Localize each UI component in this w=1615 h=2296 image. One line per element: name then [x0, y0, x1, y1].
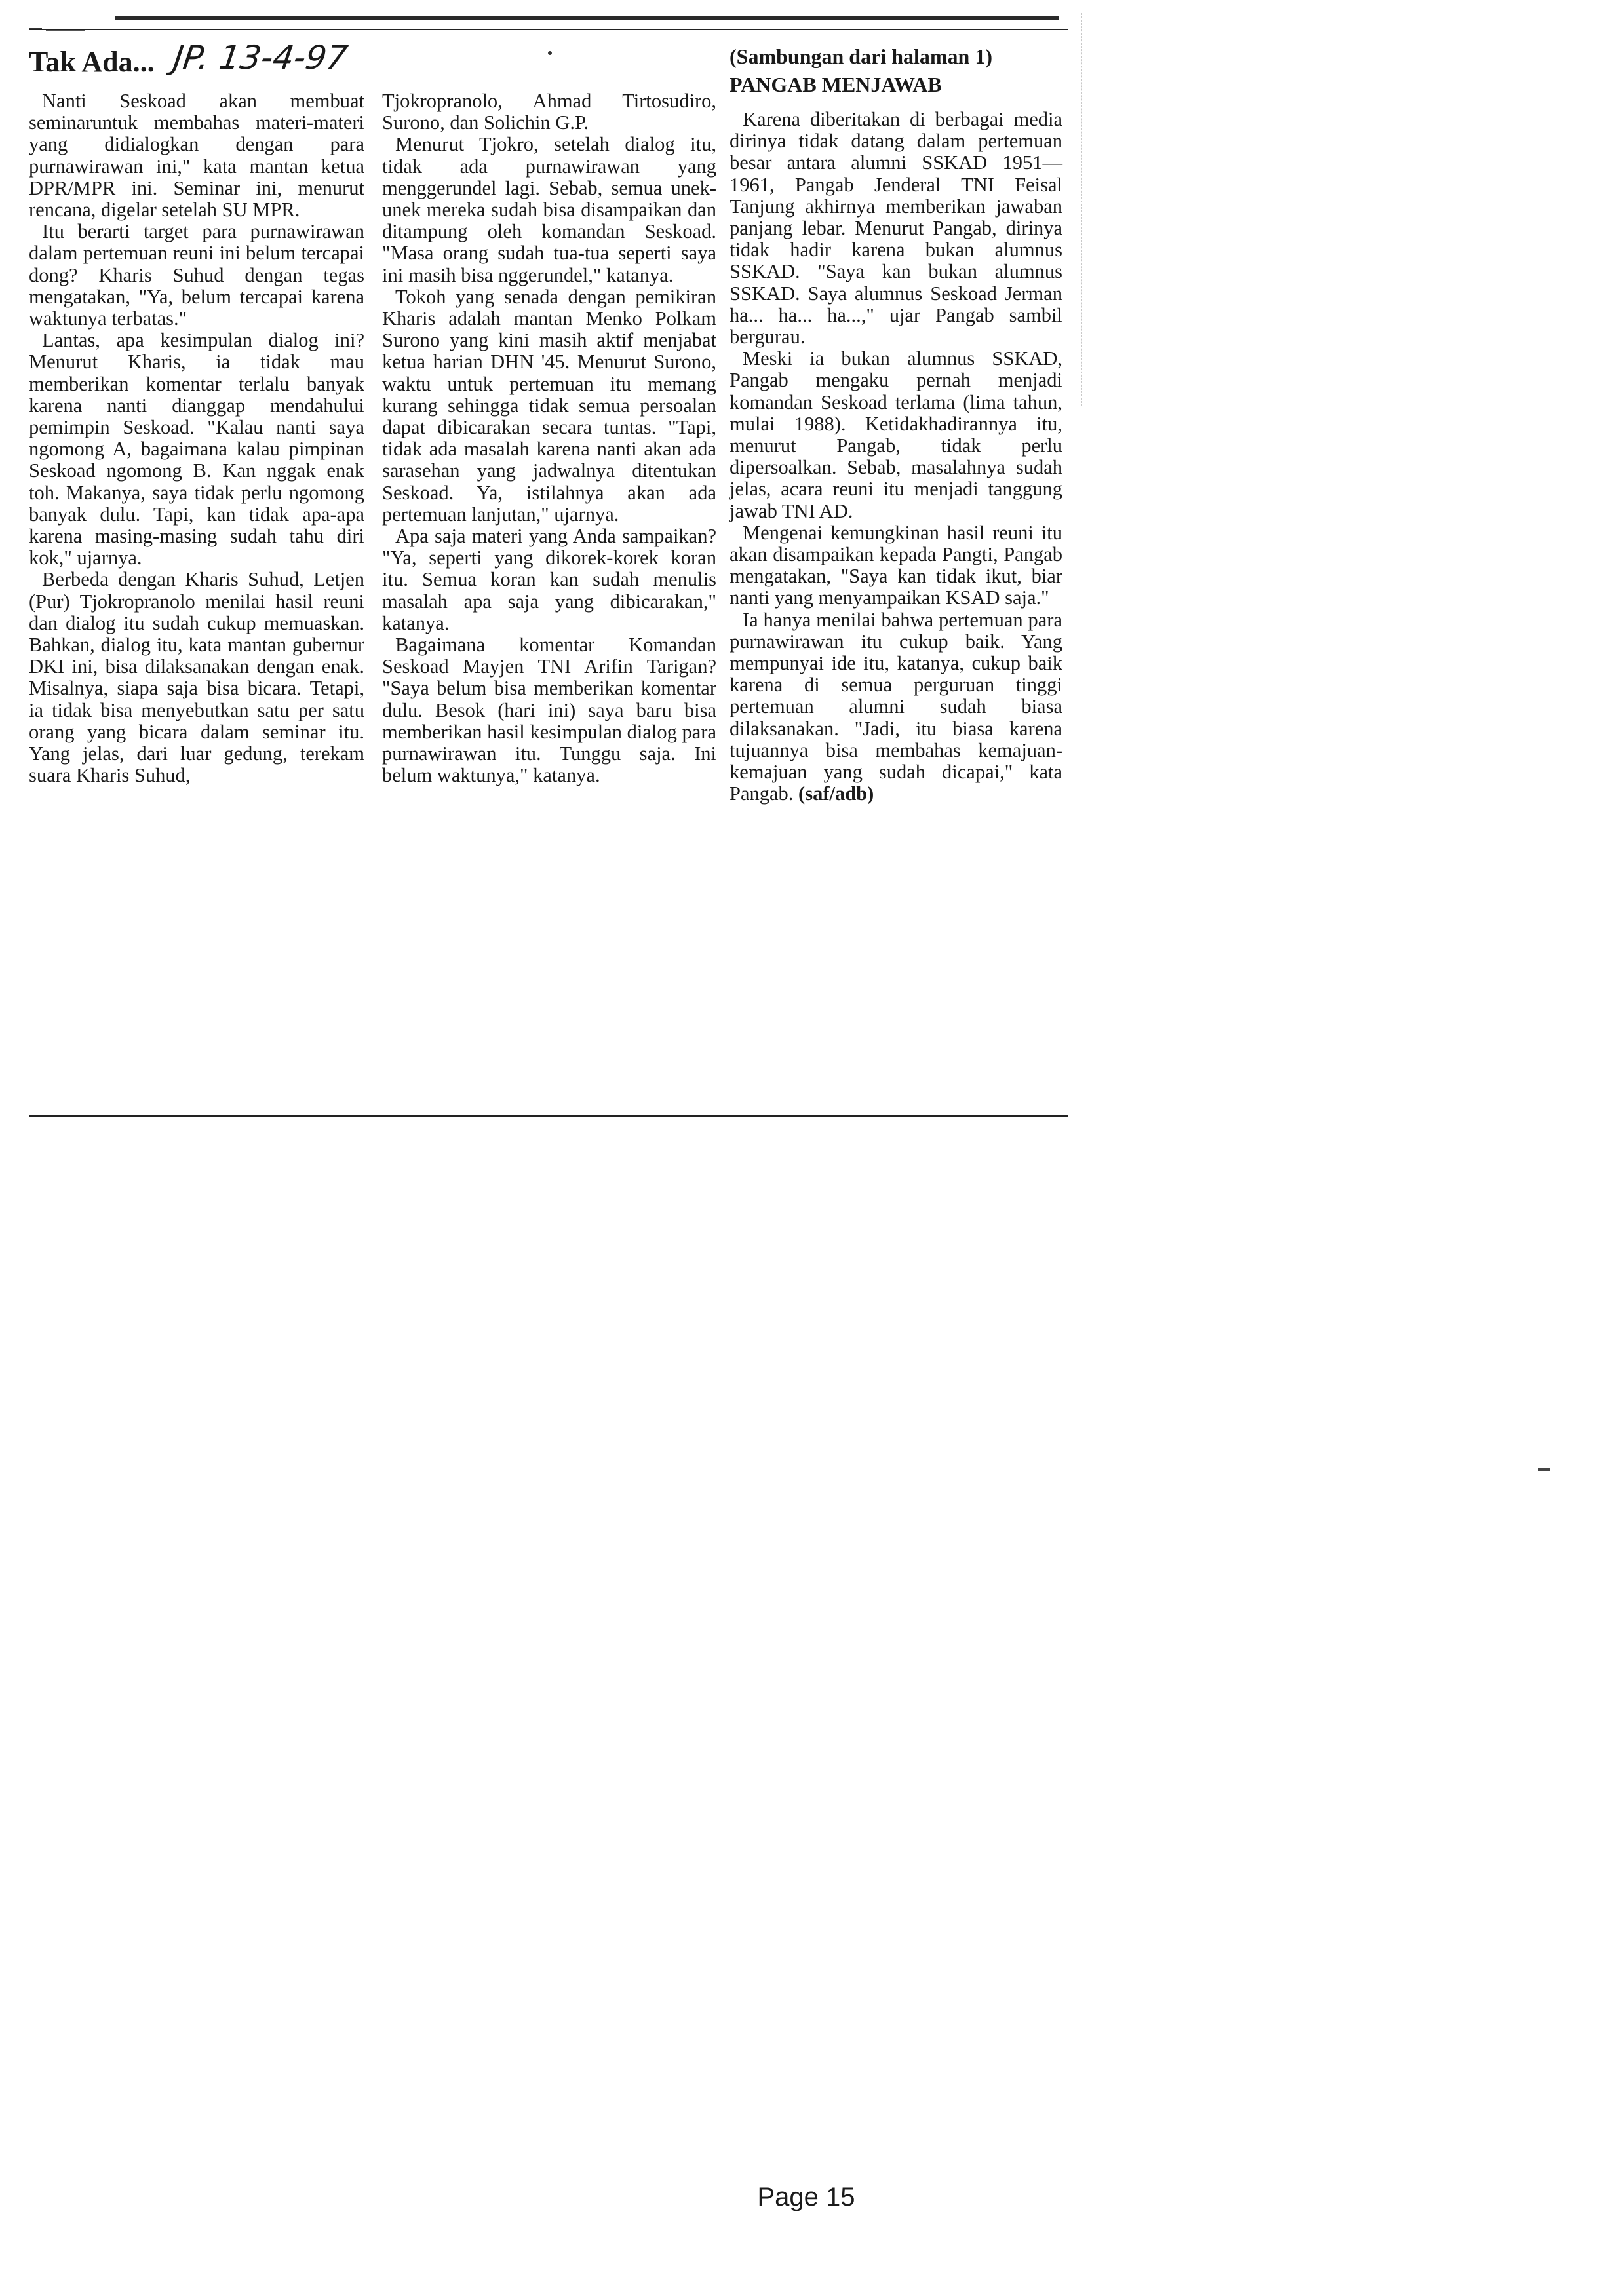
paragraph-with-signoff: [730, 609, 1062, 805]
paragraph: Meski ia bukan alumnus SSKAD, Pangab mengaku pernah menjadi komandan Seskoad terlama (lima tahun, mulai 1988). Ketidakhadirannya itu, menurut Pangab, tidak perlu dipersoalkan. Sebab, masalahnya sudah jelas, acara reuni itu menjadi tanggung jawab TNI AD.: [730, 347, 1062, 522]
bottom-rule: [29, 1115, 1068, 1117]
paragraph: Mengenai kemungkinan hasil reuni itu akan disampaikan kepada Pangti, Pangab mengatakan, "Saya kan tidak ikut, biar nanti yang menyampaikan KSAD saja.": [730, 521, 1062, 609]
paragraph: Berbeda dengan Kharis Suhud, Letjen (Pur) Tjokropranolo menilai hasil reuni dan dialog itu sudah cukup memuaskan. Bahkan, dialog itu, kata mantan gubernur DKI ini, bisa dilaksanakan dengan enak. Misalnya, siapa saja bisa bicara. Tetapi, ia tidak bisa menyebutkan satu per satu orang yang bicara dalam seminar itu. Yang jelas, dari luar gedung, terekam suara Kharis Suhud,: [29, 568, 364, 787]
article-column-2: [382, 90, 716, 787]
article-column-3: [730, 109, 1062, 805]
paragraph: Karena diberitakan di berbagai media dirinya tidak datang dalam pertemuan besar antara alumni SSKAD 1951—1961, Pangab Jenderal TNI Feisal Tanjung akhirnya memberikan jawaban panjang lebar. Menurut Pangab, dirinya tidak hadir karena bukan alumnus SSKAD. "Saya kan bukan alumnus SSKAD. Saya alumnus Seskoad Jerman ha... ha... ha...," ujar Pangab sambil bergurau.: [730, 108, 1062, 349]
paragraph: Apa saja materi yang Anda sampaikan? "Ya, seperti yang dikorek-korek koran itu. Semua koran kan sudah menulis masalah apa saja yang dibicarakan," katanya.: [382, 525, 716, 634]
clipping-edge: [1081, 13, 1082, 406]
paragraph: Tjokropranolo, Ahmad Tirtosudiro, Surono, dan Solichin G.P.: [382, 90, 716, 134]
scan-speck: [548, 51, 552, 55]
paragraph: Itu berarti target para purnawirawan dalam pertemuan reuni ini belum tercapai dong? Kharis Suhud dengan tegas mengatakan, "Ya, belum tercapai karena waktunya terbatas.": [29, 220, 364, 330]
paragraph: Bagaimana komentar Komandan Seskoad Mayjen TNI Arifin Tarigan? "Saya belum bisa memberikan komentar dulu. Besok (hari ini) saya baru bisa memberikan hasil kesimpulan dialog para purnawirawan itu. Tunggu saja. Ini belum waktunya," katanya.: [382, 634, 716, 787]
handwritten-date-note: JP. 13-4-97: [170, 39, 351, 77]
article-column-1: [29, 90, 364, 787]
paragraph: Menurut Tjokro, setelah dialog itu, tidak ada purnawirawan yang menggerundel lagi. Sebab, semua unek-unek mereka sudah bisa disampaikan dan ditampung oleh komandan Seskoad. "Masa orang sudah tua-tua seperti saya ini masih bisa nggerundel," katanya.: [382, 133, 716, 286]
section-subhead: PANGAB MENJAWAB: [730, 73, 942, 96]
paragraph: Nanti Seskoad akan membuat seminaruntuk membahas materi-materi yang didialogkan dengan para purnawirawan ini," kata mantan ketua DPR/MPR ini. Seminar ini, menurut rencana, digelar setelah SU MPR.: [29, 90, 364, 221]
paragraph: Tokoh yang senada dengan pemikiran Kharis adalah mantan Menko Polkam Surono yang kini masih aktif menjabat ketua harian DHN '45. Menurut Surono, waktu untuk pertemuan itu memang kurang sehingga tidak semua persoalan dapat dibicarakan secara tuntas. "Tapi, tidak ada masalah karena nanti akan ada sarasehan yang jadwalnya ditentukan Seskoad. Ya, istilahnya akan ada pertemuan lanjutan," ujarnya.: [382, 285, 716, 526]
paragraph: Lantas, apa kesimpulan dialog ini? Menurut Kharis, ia tidak mau memberikan komentar terlalu banyak karena nanti dianggap mendahului pemimpin Seskoad. "Kalau nanti saya ngomong A, bagaimana kalau pimpinan Seskoad ngomong B. Kan nggak enak toh. Makanya, saya tidak perlu ngomong banyak dulu. Tapi, kan tidak apa-apa karena masing-masing sudah tahu diri kok," ujarnya.: [29, 329, 364, 569]
article-headline: Tak Ada...: [29, 46, 155, 78]
top-rule: [29, 29, 1068, 30]
page-number: Page 15: [757, 2183, 855, 2211]
scan-artifact-bar: [115, 16, 1059, 20]
scan-speck: [1538, 1468, 1550, 1471]
author-signoff: (saf/adb): [798, 782, 874, 805]
continued-label: (Sambungan dari halaman 1): [730, 45, 992, 68]
paragraph-text: Ia hanya menilai bahwa pertemuan para purnawirawan itu cukup baik. Yang mempunyai ide itu, katanya, cukup baik karena di semua perguruan tinggi pertemuan alumni sudah biasa dilaksanakan. "Jadi, itu biasa karena tujuannya bisa membahas kemajuan-kemajuan yang sudah dicapai," kata Pangab.: [730, 608, 1062, 805]
